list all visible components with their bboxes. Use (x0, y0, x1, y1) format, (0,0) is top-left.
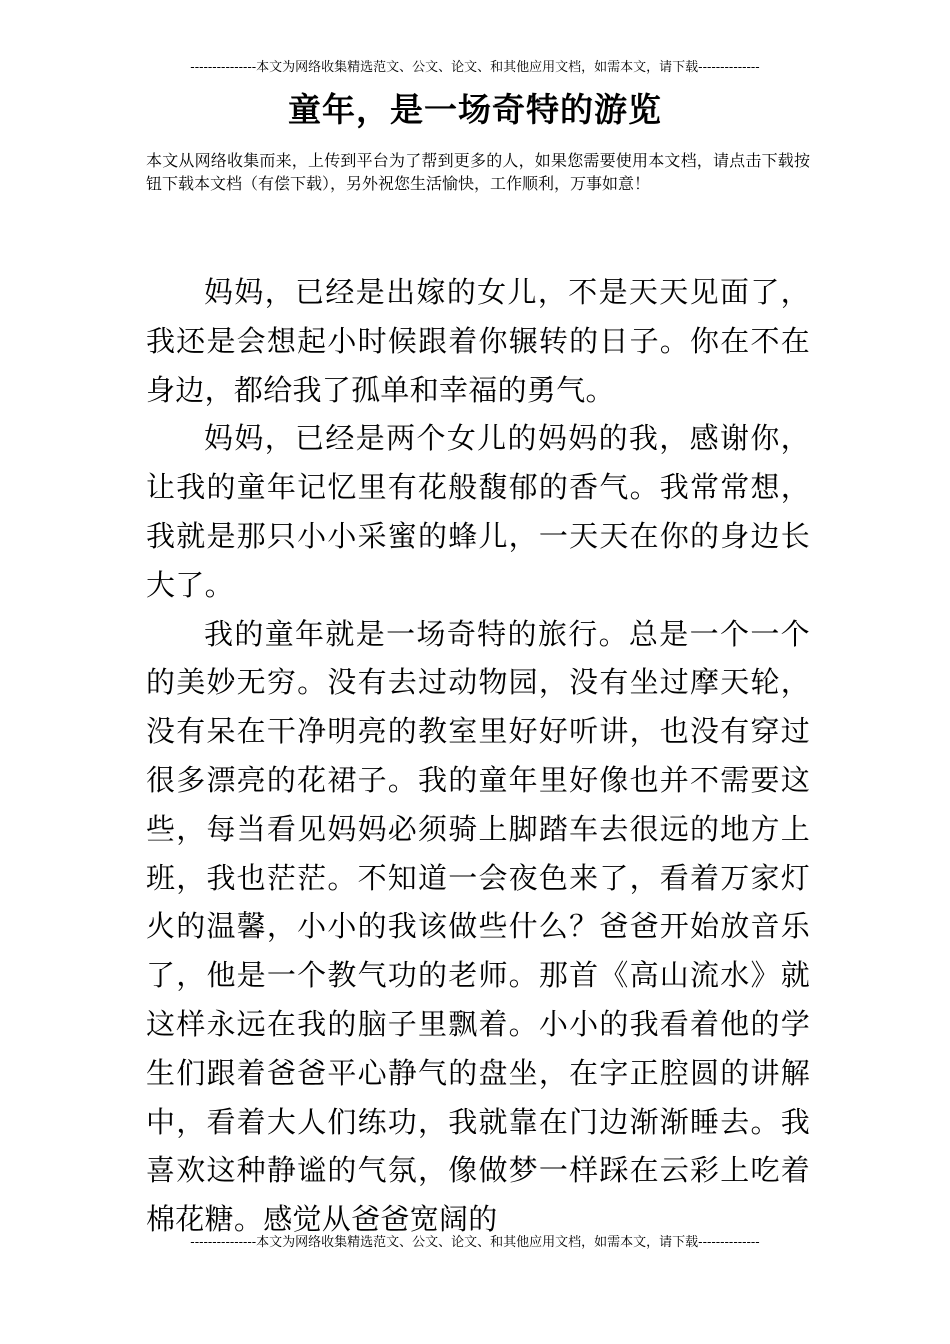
article-body (146, 268, 810, 1244)
paragraph: 我的童年就是一场奇特的旅行。总是一个一个的美妙无穷。没有去过动物园，没有坐过摩天轮，没有呆在干净明亮的教室里好好听讲，也没有穿过很多漂亮的花裙子。我的童年里好像也并不需要这些，每当看见妈妈必须骑上脚踏车去很远的地方上班，我也茫茫。不知道一会夜色来了，看着万家灯火的温馨，小小的我该做些什么？爸爸开始放音乐了，他是一个教气功的老师。那首《高山流水》就这样永远在我的脑子里飘着。小小的我看着他的学生们跟着爸爸平心静气的盘坐，在字正腔圆的讲解中，看着大人们练功，我就靠在门边渐渐睡去。我喜欢这种静谧的气氛，像做梦一样踩在云彩上吃着棉花糖。感觉从爸爸宽阔的 (146, 616, 810, 1237)
page-title: 童年，是一场奇特的游览 (288, 90, 662, 129)
download-notice: 本文从网络收集而来，上传到平台为了帮到更多的人，如果您需要使用本文档，请点击下载按钮下载本文档（有偿下载），另外祝您生活愉快，工作顺利，万事如意！ (146, 151, 810, 193)
paragraph: 妈妈，已经是两个女儿的妈妈的我，感谢你，让我的童年记忆里有花般馥郁的香气。我常常想，我就是那只小小采蜜的蜂儿，一天天在你的身边长大了。 (146, 421, 810, 602)
footer-banner: ---------------本文为网络收集精选范文、公文、论文、和其他应用文档，如需本文，请下载-------------- (190, 1235, 760, 1250)
paragraph: 妈妈，已经是出嫁的女儿，不是天天见面了，我还是会想起小时候跟着你辗转的日子。你在不在身边，都给我了孤单和幸福的勇气。 (146, 275, 810, 407)
header-banner: ---------------本文为网络收集精选范文、公文、论文、和其他应用文档，如需本文，请下载-------------- (190, 60, 760, 75)
